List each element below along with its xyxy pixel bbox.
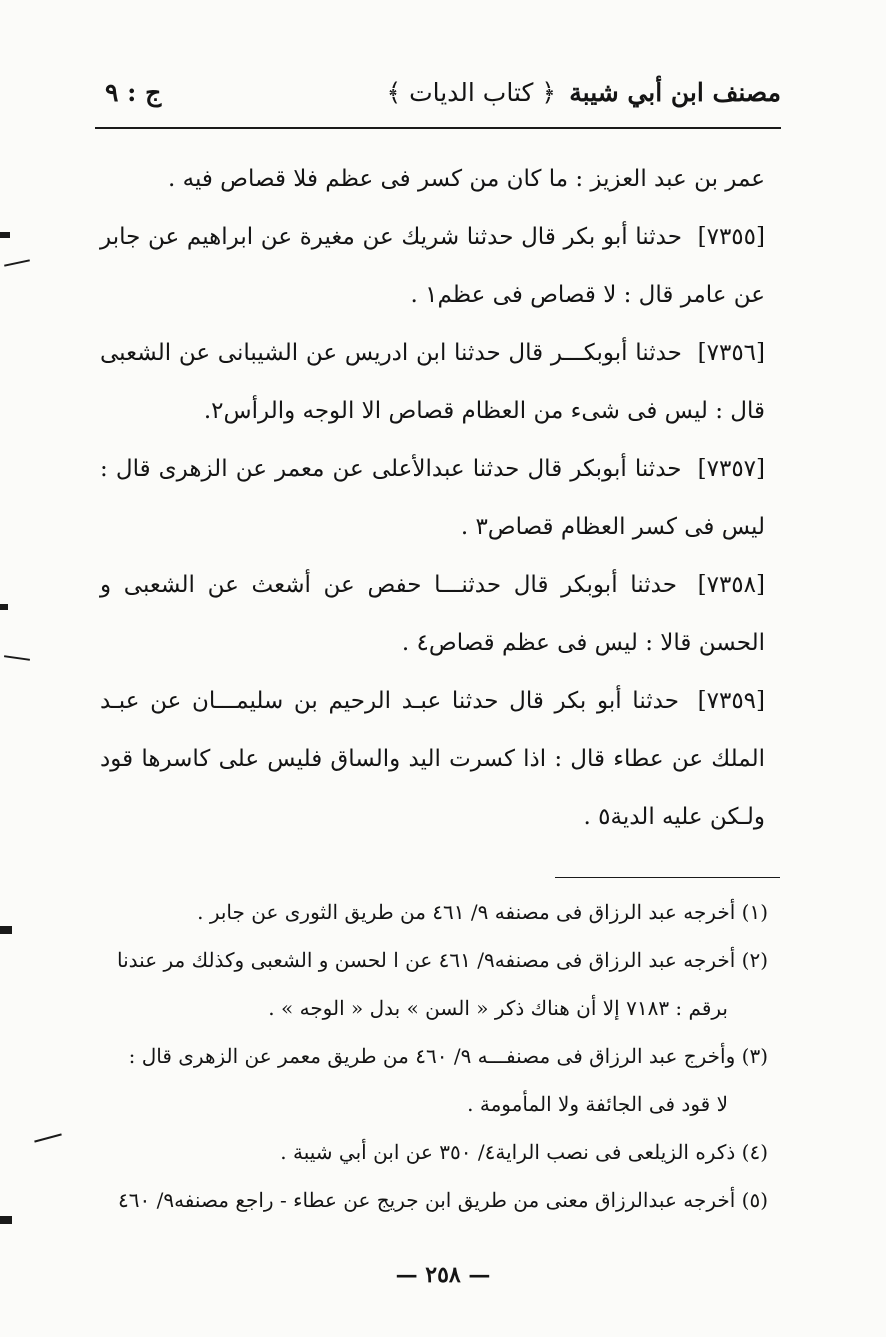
header-rule <box>95 127 781 129</box>
scan-speck <box>34 1133 62 1142</box>
page-number: — ٢٥٨ — <box>395 1262 491 1288</box>
footnote: (٥) أخرجه عبدالرزاق معنى من طريق ابن جريج عن عطاء - راجع مصنفه٩/ ٤٦٠ <box>117 1188 768 1212</box>
book-title: مصنف ابن أبي شيبة <box>569 78 781 107</box>
footnote: (٤) ذكره الزيلعى فى نصب الراية٤/ ٣٥٠ عن ابن أبي شيبة . <box>280 1140 768 1164</box>
hadith-number: [٧٣٥٧] <box>697 456 766 482</box>
footnote: (١) أخرجه عبد الرزاق فى مصنفه ٩/ ٤٦١ من طريق الثورى عن جابر . <box>197 900 768 924</box>
hadith-number: [٧٣٥٥] <box>697 224 765 250</box>
hadith-entry <box>100 556 765 672</box>
chapter-title: ﴿ كتاب الديات ﴾ <box>386 78 556 107</box>
footnote: (٣) وأخرج عبد الرزاق فى مصنفـــه ٩/ ٤٦٠ من طريق معمر عن الزهرى قال : <box>128 1044 768 1068</box>
hadith-entry <box>100 672 765 846</box>
hadith-number: [٧٣٥٦] <box>697 340 766 366</box>
footnotes <box>100 888 768 1224</box>
hadith-entry <box>100 324 765 440</box>
footnote-continuation: برقم : ٧١٨٣ إلا أن هناك ذكر « السن » بدل « الوجه » . <box>268 996 728 1020</box>
hadith-text: حدثنا أبو بكر قال حدثنا شريك عن مغيرة عن ابراهيم عن جابر عن عامر قال : لا قصاص فى عظم١ . <box>100 224 765 308</box>
scan-speck <box>0 232 10 238</box>
scan-speck <box>4 259 30 266</box>
hadith-text: حدثنا أبوبكر قال حدثنا عبدالأعلى عن معمر عن الزهرى قال : ليس فى كسر العظام قصاص٣ . <box>100 456 765 540</box>
scan-speck <box>4 655 30 661</box>
opening-line: عمر بن عبد العزيز : ما كان من كسر فى عظم فلا قصاص فيه . <box>167 166 765 192</box>
hadith-entry <box>100 440 765 556</box>
hadith-text: حدثنا أبوبكر قال حدثنـــا حفص عن أشعث عن الشعبى و الحسن قالا : ليس فى عظم قصاص٤ . <box>100 572 765 656</box>
hadith-number: [٧٣٥٩] <box>697 688 766 714</box>
hadith-entry <box>100 208 765 324</box>
scan-speck <box>0 604 8 610</box>
footnote-continuation: لا قود فى الجائفة ولا المأمومة . <box>467 1092 728 1116</box>
volume-number: ج : ٩ <box>105 78 162 107</box>
scan-speck <box>0 926 12 934</box>
footnote: (٢) أخرجه عبد الرزاق فى مصنفه٩/ ٤٦١ عن ا لحسن و الشعبى وكذلك مر عندنا <box>117 948 768 972</box>
scan-speck <box>0 1216 12 1224</box>
hadith-text: حدثنا أبوبكـــر قال حدثنا ابن ادريس عن الشيبانى عن الشعبى قال : ليس فى شىء من العظام قصاص الا الوجه والرأس٢. <box>100 340 765 424</box>
footnote-separator <box>555 877 780 878</box>
running-header <box>95 78 781 122</box>
hadith-number: [٧٣٥٨] <box>697 572 765 598</box>
main-text <box>100 150 765 846</box>
hadith-text: حدثنا أبو بكر قال حدثنا عبـد الرحيم بن سليمـــان عن عبـد الملك عن عطاء قال : اذا كسرت اليد والساق فليس على كاسرها قود ولـكن عليه الدية٥ . <box>100 688 765 830</box>
